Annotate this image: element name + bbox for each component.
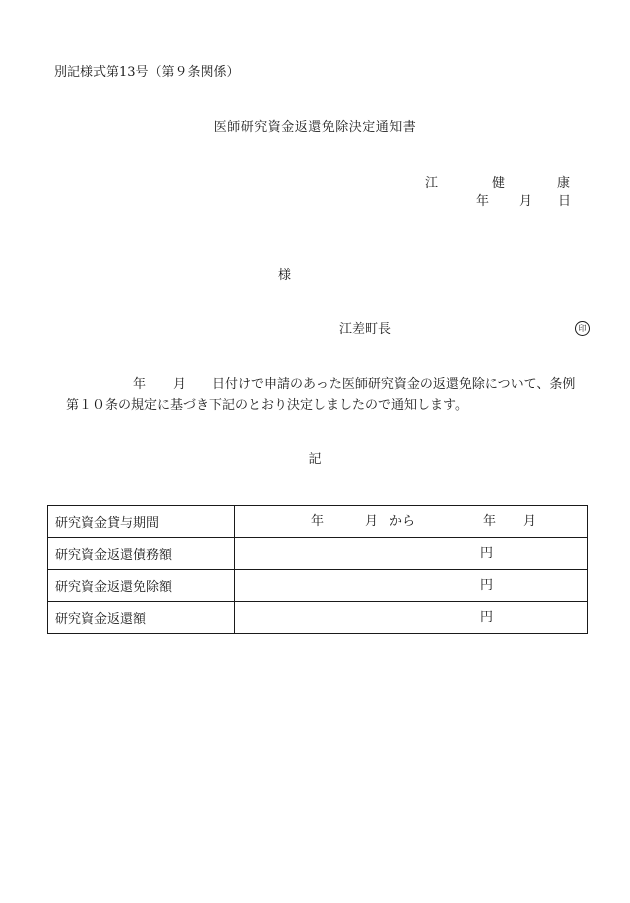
period-start-year-label: 年 [311,514,325,529]
exemption-amount-value [235,570,588,602]
document-title: 医師研究資金返還免除決定通知書 [213,120,417,135]
doc-number-part-3: 康 [557,176,571,191]
issue-day-label: 日 [558,194,572,209]
body-line-1: 日付けで申請のあった医師研究資金の返還免除について、条例 [212,377,576,392]
table-row-exemption-amount [48,570,588,602]
period-start-month-label: 月 [365,514,379,529]
seal-mark-icon: 印 [575,321,590,336]
body-year-label: 年 [133,377,147,392]
period-from-label: から [389,514,416,529]
detail-table [47,505,588,634]
repayment-amount-value [235,602,588,634]
table-row-loan-period [48,506,588,538]
row-label: 研究資金返還免除額 [48,570,235,602]
yen-unit: 円 [480,578,494,593]
body-month-label: 月 [173,377,187,392]
yen-unit: 円 [480,546,494,561]
row-label: 研究資金貸与期間 [48,506,235,538]
issue-year-label: 年 [476,194,490,209]
row-label: 研究資金返還額 [48,602,235,634]
table-row-debt-amount [48,538,588,570]
table-row-repayment-amount [48,602,588,634]
form-number: 別記様式第13号（第９条関係） [54,65,240,80]
yen-unit: 円 [480,610,494,625]
body-line-2: 第１０条の規定に基づき下記のとおり決定しましたので通知します。 [66,398,468,413]
loan-period-value [235,506,588,538]
addressee-honorific: 様 [278,268,292,283]
issue-month-label: 月 [519,194,533,209]
row-label: 研究資金返還債務額 [48,538,235,570]
period-end-month-label: 月 [523,514,537,529]
ki-heading: 記 [308,452,322,467]
period-end-year-label: 年 [483,514,497,529]
issuer-name: 江差町長 [339,322,392,337]
debt-amount-value [235,538,588,570]
doc-number-part-1: 江 [425,176,439,191]
doc-number-part-2: 健 [492,176,506,191]
